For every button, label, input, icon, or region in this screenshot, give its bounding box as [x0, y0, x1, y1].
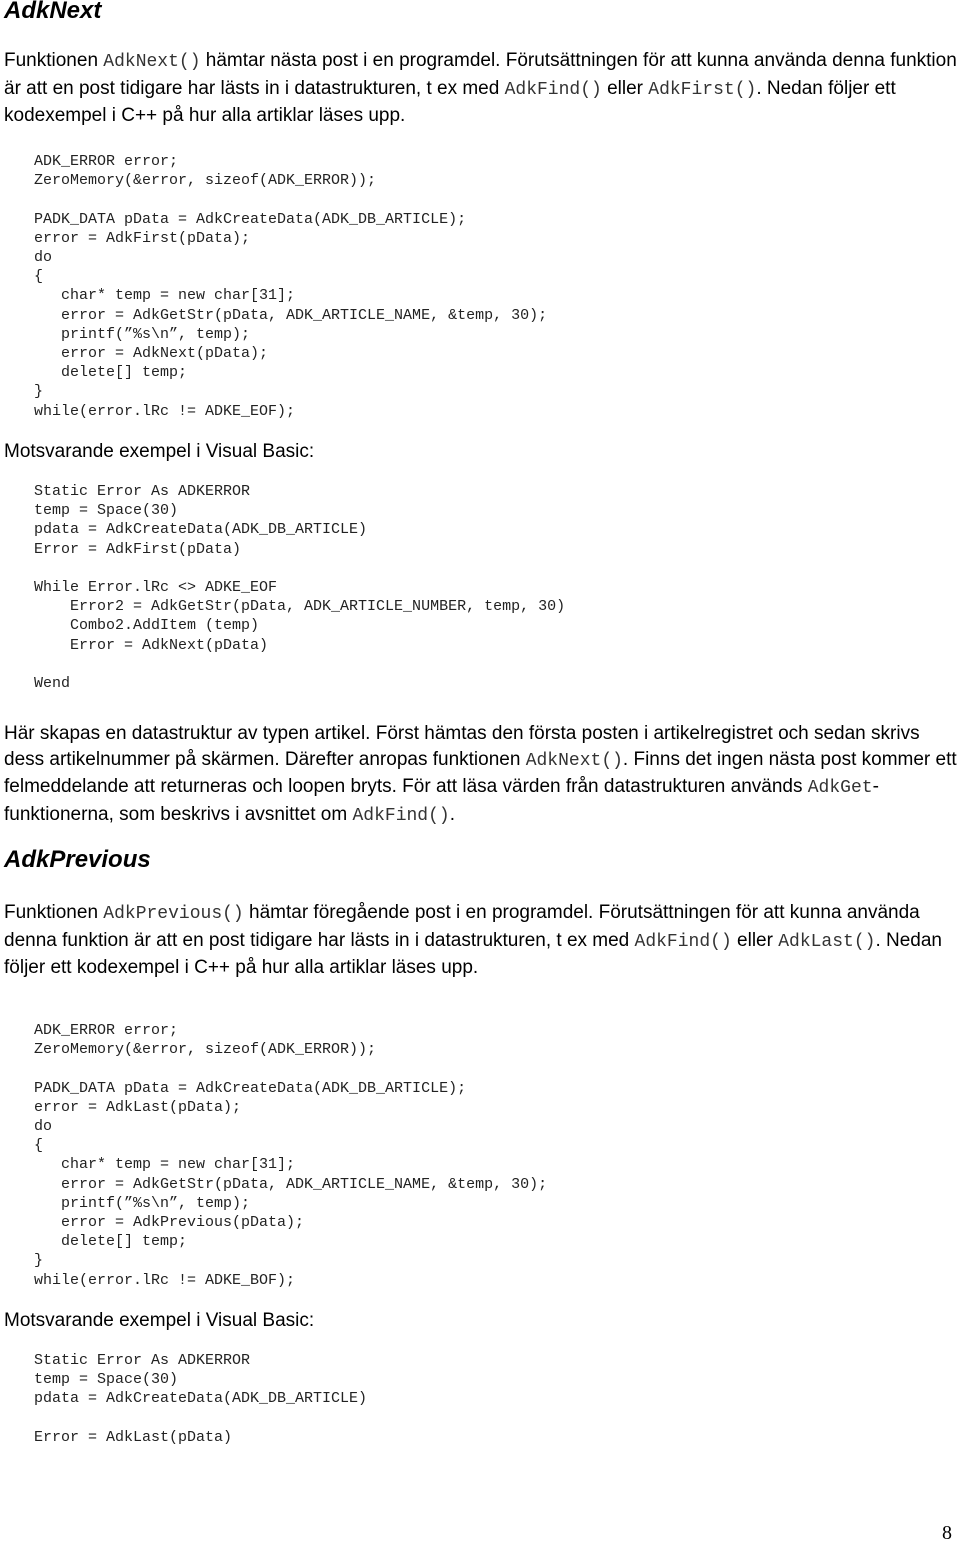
section-heading-adkprevious: AdkPrevious	[4, 846, 151, 873]
inline-code: AdkPrevious()	[103, 904, 244, 924]
inline-code: AdkFind()	[504, 79, 602, 100]
page-number: 8	[942, 1522, 952, 1544]
text-span: -funktionerna, som beskrivs i avsnittet om	[4, 776, 879, 825]
inline-code: AdkNext()	[525, 750, 623, 771]
inline-code: AdkLast()	[778, 931, 876, 952]
inline-code: AdkFirst()	[648, 79, 757, 100]
adknext-explanation-paragraph	[4, 721, 960, 829]
text-span: eller	[731, 929, 779, 951]
inline-code: AdkGet	[807, 778, 873, 798]
inline-code: AdkFind()	[634, 931, 732, 952]
text-span: .	[449, 803, 455, 825]
text-span: hämtar nästa post i en programdel. Förutsättningen för att kunna använda denna funktion är att en post tidigare har lästs in i datastrukturen, t ex med	[4, 50, 957, 99]
adkprevious-vb-code-block: Static Error As ADKERROR temp = Space(30) pdata = AdkCreateData(ADK_DB_ARTICLE) Error = AdkLast(pData)	[34, 1352, 368, 1446]
text-span: . Nedan följer ett kodexempel i C++ på hur alla artiklar läses upp.	[4, 77, 896, 126]
adknext-intro-paragraph	[4, 48, 960, 129]
text-span: hämtar föregående post i en programdel. Förutsättningen för att kunna använda denna funktion är att en post tidigare har lästs in i datastrukturen, t ex med	[4, 902, 920, 951]
adknext-vb-code-block: Static Error As ADKERROR temp = Space(30) pdata = AdkCreateData(ADK_DB_ARTICLE) Error = AdkFirst(pData) While Error.lRc <> ADKE_EOF Error2 = AdkGetStr(pData, ADK_ARTICLE_NUMBER, temp, 30) Combo2.AddItem (temp) Error = AdkNext(pData) Wend	[34, 483, 566, 693]
inline-code: AdkNext()	[103, 52, 201, 72]
text-span: Funktionen	[4, 902, 104, 923]
inline-code: AdkFind()	[352, 805, 450, 826]
adkprevious-vb-heading: Motsvarande exempel i Visual Basic:	[4, 1310, 315, 1331]
adkprevious-cpp-code-block: ADK_ERROR error; ZeroMemory(&error, sizeof(ADK_ERROR)); PADK_DATA pData = AdkCreateData(ADK_DB_ARTICLE); error = AdkLast(pData); do { char* temp = new char[31]; error = AdkGetStr(pData, ADK_ARTICLE_NAME, &temp, 30); printf(”%s\n”, temp); error = AdkPrevious(pData); delete[] temp; } while(error.lRc != ADKE_BOF);	[34, 1022, 548, 1289]
text-span: Här skapas en datastruktur av typen artikel. Först hämtas den första posten i artikelregistret och sedan skrivs dess artikelnummer på skärmen. Därefter anropas funktionen	[4, 723, 920, 770]
text-span: eller	[601, 77, 649, 99]
adknext-vb-heading: Motsvarande exempel i Visual Basic:	[4, 441, 315, 462]
text-span: Funktionen	[4, 50, 104, 71]
adknext-cpp-code-block: ADK_ERROR error; ZeroMemory(&error, sizeof(ADK_ERROR)); PADK_DATA pData = AdkCreateData(ADK_DB_ARTICLE); error = AdkFirst(pData); do { char* temp = new char[31]; error = AdkGetStr(pData, ADK_ARTICLE_NAME, &temp, 30); printf(”%s\n”, temp); error = AdkNext(pData); delete[] temp; } while(error.lRc != ADKE_EOF);	[34, 153, 548, 420]
section-heading-adknext: AdkNext	[4, 0, 102, 24]
adkprevious-intro-paragraph	[4, 900, 960, 981]
text-span: . Nedan följer ett kodexempel i C++ på hur alla artiklar läses upp.	[4, 929, 942, 978]
text-span: . Finns det ingen nästa post kommer ett felmeddelande att returneras och loopen bryts. För att läsa värden från datastrukturen används	[4, 748, 957, 797]
